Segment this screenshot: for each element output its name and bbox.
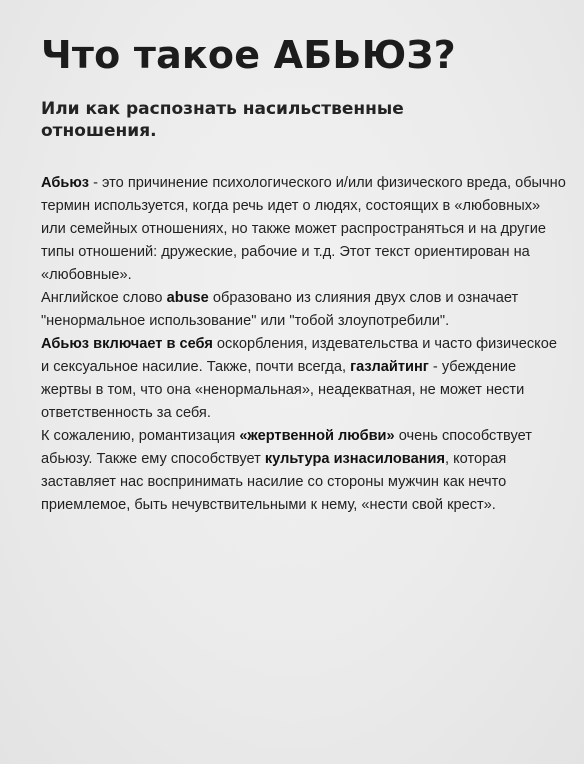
term-rape-culture: культура изнасилования [264, 450, 446, 467]
paragraph-text: - это причинение психологического и/или физического вреда, обычно термин используется, когда речь идет о людях, состоящих в «любовных» или семейных отношениях, но также может распространяться и на другие типы отношений: дружеские, рабочие и т.д. Этот текст ориентирован на «любовные». [41, 174, 566, 283]
paragraph-text: очень способствует абьюзу. Также ему способствует [41, 427, 532, 467]
paragraph-text: Английское слово [41, 289, 167, 306]
paragraph-etymology [41, 287, 566, 333]
page-subtitle: Или как распознать насильственные отношения. [41, 98, 404, 142]
term-abuse: Абьюз [41, 174, 90, 191]
term-abuse-includes: Абьюз включает в себя [41, 335, 213, 352]
paragraph-definition [41, 172, 566, 287]
paragraph-text: - убеждение жертвы в том, что она «ненормальная», неадекватная, не может нести ответственность за себя. [41, 358, 525, 421]
paragraph-text: образовано из слияния двух слов и означает "ненормальное использование" или "тобой злоупотребили". [41, 289, 519, 329]
term-english-abuse: abuse [166, 289, 209, 306]
paragraph-text: оскорбления, издевательства и часто физическое и сексуальное насилие. Также, почти всегда, [41, 335, 557, 375]
article-body [41, 172, 566, 517]
paragraph-text: , которая заставляет нас воспринимать насилие со стороны мужчин как нечто приемлемое, быть нечувствительными к нему, «нести свой крест». [41, 450, 507, 513]
term-sacrificial-love: «жертвенной любви» [239, 427, 395, 444]
page-title: Что такое АБЬЮЗ? [41, 33, 456, 77]
paragraph-romanticization [41, 425, 566, 517]
paragraph-text: К сожалению, романтизация [41, 427, 240, 444]
term-gaslighting: газлайтинг [350, 358, 429, 375]
paragraph-includes [41, 333, 566, 425]
